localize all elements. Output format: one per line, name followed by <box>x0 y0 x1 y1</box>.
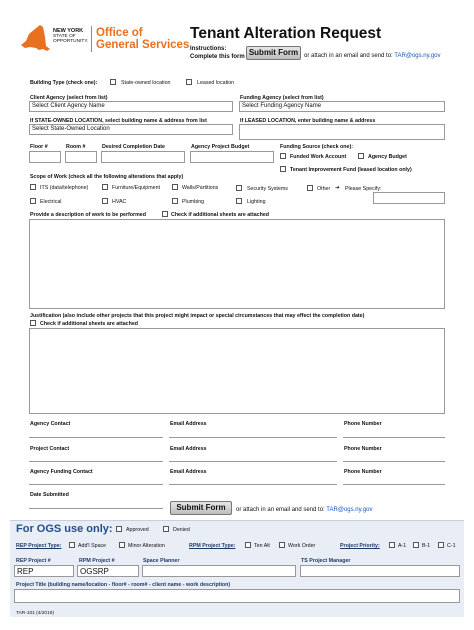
its-checkbox[interactable] <box>30 184 36 190</box>
scope-label: Scope of Work (check all the following alterations that apply) <box>30 174 184 180</box>
ten-alt-checkbox[interactable] <box>245 542 251 548</box>
project-contact-input[interactable] <box>29 461 163 462</box>
security-label: Security Systems <box>247 186 288 192</box>
project-title-label: Project Title (building name/location - floor# - room# - client name - work description) <box>16 582 231 588</box>
instructions-label: Instructions: <box>190 46 227 52</box>
rpm-type-label: RPM Project Type: <box>189 543 236 549</box>
attach-text-bottom: or attach in an email and send to: <box>236 507 325 513</box>
addl-space-checkbox[interactable] <box>69 542 75 548</box>
minor-alteration-label: Minor Alteration <box>128 543 165 549</box>
state-owned-label: State-owned location <box>121 80 171 86</box>
electrical-checkbox[interactable] <box>30 198 36 204</box>
project-contact-phone-input[interactable] <box>343 461 445 462</box>
priority-label: Project Priority: <box>340 543 380 549</box>
priority-b1-label: B-1 <box>422 543 431 549</box>
electrical-label: Electrical <box>40 199 62 205</box>
lighting-label: Lighting <box>247 199 266 205</box>
agency-budget-label: Agency Budget <box>368 154 407 160</box>
page-title: Tenant Alteration Request <box>190 25 382 42</box>
logo-line1: NEW YORK <box>53 28 84 34</box>
plumbing-label: Plumbing <box>182 199 205 205</box>
other-label: Other <box>317 186 331 192</box>
budget-label: Agency Project Budget <box>191 144 250 150</box>
form-number: TAR-101 (4/2019) <box>16 611 55 616</box>
security-checkbox[interactable] <box>236 185 242 191</box>
other-checkbox[interactable] <box>307 185 313 191</box>
denied-checkbox[interactable] <box>163 526 169 532</box>
date-submitted-label: Date Submitted <box>30 492 69 498</box>
floor-label: Floor # <box>30 144 48 150</box>
ten-alt-label: Ten Alt <box>254 543 270 549</box>
room-label: Room # <box>66 144 86 150</box>
nys-map-icon <box>19 24 51 54</box>
other-specify-input[interactable] <box>373 192 445 204</box>
approved-label: Approved <box>126 527 149 533</box>
logo-divider <box>91 26 92 52</box>
state-location-label: If STATE-OWNED LOCATION, select building name & address from list <box>30 118 207 124</box>
priority-a1-checkbox[interactable] <box>389 542 395 548</box>
funded-work-account-label: Funded Work Account <box>290 154 347 160</box>
ogs-title: For OGS use only: <box>16 523 113 535</box>
submit-form-button-bottom[interactable]: Submit Form <box>170 501 232 515</box>
agency-budget-checkbox[interactable] <box>358 153 364 159</box>
logo-line2: STATE OF <box>53 34 76 39</box>
furniture-label: Furniture/Equipment <box>112 185 160 191</box>
project-contact-label: Project Contact <box>30 446 70 452</box>
rep-number-label: REP Project # <box>16 558 51 564</box>
funding-contact-phone-label: Phone Number <box>344 469 382 475</box>
justification-sheets-label: Check if additional sheets are attached <box>40 321 139 327</box>
agency-contact-email-label: Email Address <box>170 421 207 427</box>
leased-location-input[interactable] <box>239 124 445 140</box>
rpm-number-label: RPM Project # <box>79 558 115 564</box>
email-link-top[interactable]: TAR@ogs.ny.gov <box>394 53 441 59</box>
room-input[interactable] <box>65 151 97 163</box>
project-contact-email-label: Email Address <box>170 446 207 452</box>
funding-contact-email-label: Email Address <box>170 469 207 475</box>
lighting-checkbox[interactable] <box>236 198 242 204</box>
ts-manager-label: TS Project Manager <box>301 558 351 564</box>
agency-contact-phone-input[interactable] <box>343 437 445 438</box>
work-order-checkbox[interactable] <box>279 542 285 548</box>
logo-line3: OPPORTUNITY. <box>53 39 89 44</box>
nys-logo <box>19 24 94 56</box>
rep-number-input[interactable]: REP <box>14 565 74 577</box>
instructions-text: Complete this form <box>190 54 245 60</box>
rpm-number-input[interactable]: OGSRP <box>77 565 139 577</box>
completion-date-input[interactable] <box>101 151 185 163</box>
leased-checkbox[interactable] <box>186 79 192 85</box>
approved-checkbox[interactable] <box>116 526 122 532</box>
completion-date-label: Desired Completion Date <box>102 144 165 150</box>
priority-b1-checkbox[interactable] <box>413 542 419 548</box>
plumbing-checkbox[interactable] <box>172 198 178 204</box>
agency-name-line1: Office of <box>96 27 143 39</box>
funding-contact-label: Agency Funding Contact <box>30 469 93 475</box>
hvac-checkbox[interactable] <box>102 198 108 204</box>
space-planner-label: Space Planner <box>143 558 180 564</box>
submit-form-button-top[interactable]: Submit Form <box>246 46 301 60</box>
walls-label: Walls/Partitions <box>182 185 219 191</box>
funding-agency-select[interactable]: Select Funding Agency Name <box>239 101 445 112</box>
justification-textarea[interactable] <box>29 328 445 414</box>
funding-agency-label: Funding Agency (select from list) <box>240 95 324 101</box>
project-contact-email-input[interactable] <box>169 461 337 462</box>
justification-sheets-checkbox[interactable] <box>30 320 36 326</box>
building-type-label: Building Type (check one): <box>30 80 98 86</box>
client-agency-select[interactable]: Select Client Agency Name <box>29 101 233 112</box>
attach-instructions-bottom <box>236 507 373 514</box>
furniture-checkbox[interactable] <box>102 184 108 190</box>
description-textarea[interactable] <box>29 219 445 309</box>
specify-label: Please Specify: <box>345 186 382 192</box>
walls-checkbox[interactable] <box>172 184 178 190</box>
arrow-icon: ➔ <box>335 185 340 191</box>
leased-location-label: If LEASED LOCATION, enter building name & address <box>240 118 376 124</box>
agency-contact-email-input[interactable] <box>169 437 337 438</box>
project-title-input[interactable] <box>14 589 460 603</box>
email-link-bottom[interactable]: TAR@ogs.ny.gov <box>326 507 373 513</box>
funding-contact-email-input[interactable] <box>169 484 337 485</box>
hvac-label: HVAC <box>112 199 127 205</box>
description-sheets-checkbox[interactable] <box>162 211 168 217</box>
state-location-select[interactable]: Select State-Owned Location <box>29 124 233 135</box>
priority-c1-label: C-1 <box>447 543 456 549</box>
priority-c1-checkbox[interactable] <box>438 542 444 548</box>
budget-input[interactable] <box>190 151 274 163</box>
minor-alteration-checkbox[interactable] <box>119 542 125 548</box>
denied-label: Denied <box>173 527 190 533</box>
funding-source-label: Funding Source (check one): <box>280 144 353 150</box>
attach-instructions-top <box>304 53 441 60</box>
justification-label: Justification (also include other projects that this project might impact or special circumstances that may effect the completion date) <box>30 313 365 319</box>
space-planner-input[interactable] <box>142 565 296 577</box>
date-submitted-input[interactable] <box>29 508 163 509</box>
tenant-improvement-checkbox[interactable] <box>280 166 286 172</box>
rep-type-label: REP Project Type: <box>16 543 62 549</box>
attach-text-top: or attach in an email and send to: <box>304 53 393 59</box>
funding-contact-input[interactable] <box>29 484 163 485</box>
agency-name-line2: General Services <box>96 39 190 51</box>
state-owned-checkbox[interactable] <box>110 79 116 85</box>
agency-contact-label: Agency Contact <box>30 421 71 427</box>
its-label: ITS (data/telephone) <box>40 185 89 191</box>
agency-contact-phone-label: Phone Number <box>344 421 382 427</box>
work-order-label: Work Order <box>288 543 316 549</box>
agency-contact-input[interactable] <box>29 437 163 438</box>
funding-contact-phone-input[interactable] <box>343 484 445 485</box>
project-contact-phone-label: Phone Number <box>344 446 382 452</box>
floor-input[interactable] <box>29 151 61 163</box>
funded-work-account-checkbox[interactable] <box>280 153 286 159</box>
tenant-improvement-label: Tenant Improvement Fund (leased location only) <box>290 167 412 173</box>
priority-a1-label: A-1 <box>398 543 407 549</box>
description-label: Provide a description of work to be performed <box>30 212 146 218</box>
leased-label: Leased location <box>197 80 235 86</box>
description-sheets-label: Check if additional sheets are attached <box>171 212 270 218</box>
client-agency-label: Client Agency (select from list) <box>30 95 108 101</box>
addl-space-label: Add'l Space <box>78 543 107 549</box>
ts-manager-input[interactable] <box>300 565 460 577</box>
